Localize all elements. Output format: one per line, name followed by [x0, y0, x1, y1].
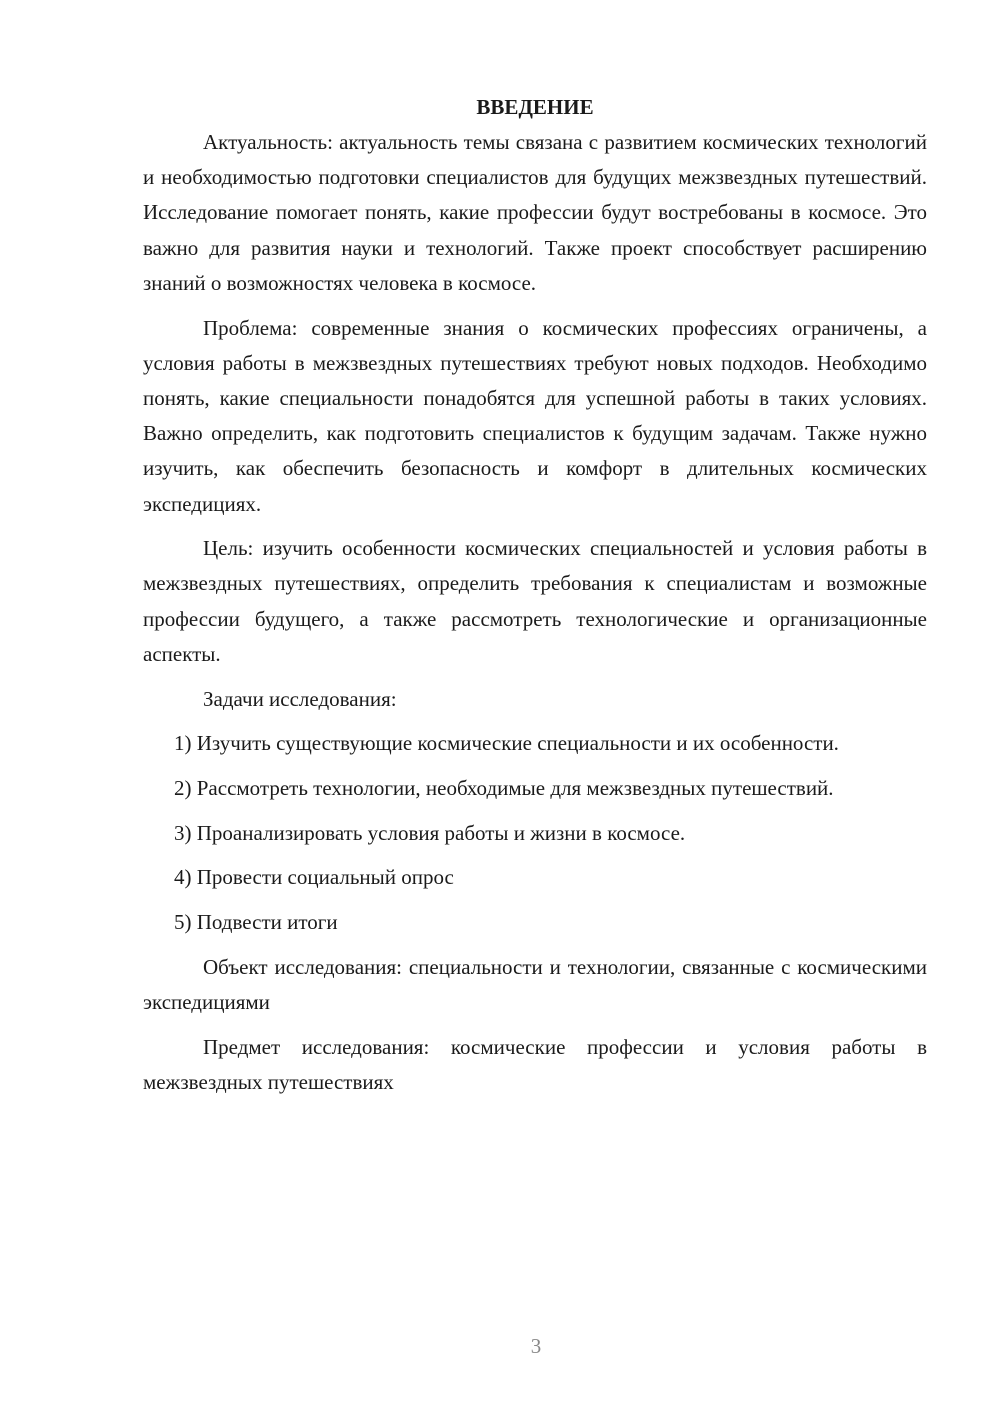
tasks-heading: Задачи исследования: — [203, 686, 397, 711]
section-title: ВВЕДЕНИЕ — [476, 95, 594, 119]
task-item: 1) Изучить существующие космические специальности и их особенности. — [174, 731, 839, 756]
document-page — [143, 90, 927, 1110]
task-item: 4) Провести социальный опрос — [174, 865, 454, 890]
page-number: 3 — [530, 1334, 542, 1358]
task-item: 2) Рассмотреть технологии, необходимые для межзвездных путешествий. — [174, 775, 834, 800]
goal-paragraph: Цель: изучить особенности космических специальностей и условия работы в межзвездных путешествиях, определить требования к специалистам и возможные профессии будущего, а также рассмотреть технологические и организационные аспекты. — [143, 536, 927, 666]
task-item: 3) Проанализировать условия работы и жизни в космосе. — [174, 820, 686, 845]
subject-paragraph: Предмет исследования: космические профессии и условия работы в межзвездных путешествиях — [143, 1034, 927, 1094]
task-item: 5) Подвести итоги — [174, 910, 338, 935]
relevance-paragraph: Актуальность: актуальность темы связана с развитием космических технологий и необходимостью подготовки специалистов для будущих межзвездных путешествий. Исследование помогает понять, какие профессии будут востребованы в космосе. Это важно для развития науки и технологий. Также проект способствует расширению знаний о возможностях человека в космосе. — [143, 130, 927, 295]
object-paragraph: Объект исследования: специальности и технологии, связанные с космическими экспедициями — [143, 954, 927, 1014]
problem-paragraph: Проблема: современные знания о космических профессиях ограничены, а условия работы в межзвездных путешествиях требуют новых подходов. Необходимо понять, какие специальности понадобятся для успешной работы в таких условиях. Важно определить, как подготовить специалистов к будущим задачам. Также нужно изучить, как обеспечить безопасность и комфорт в длительных космических экспедициях. — [143, 315, 927, 516]
